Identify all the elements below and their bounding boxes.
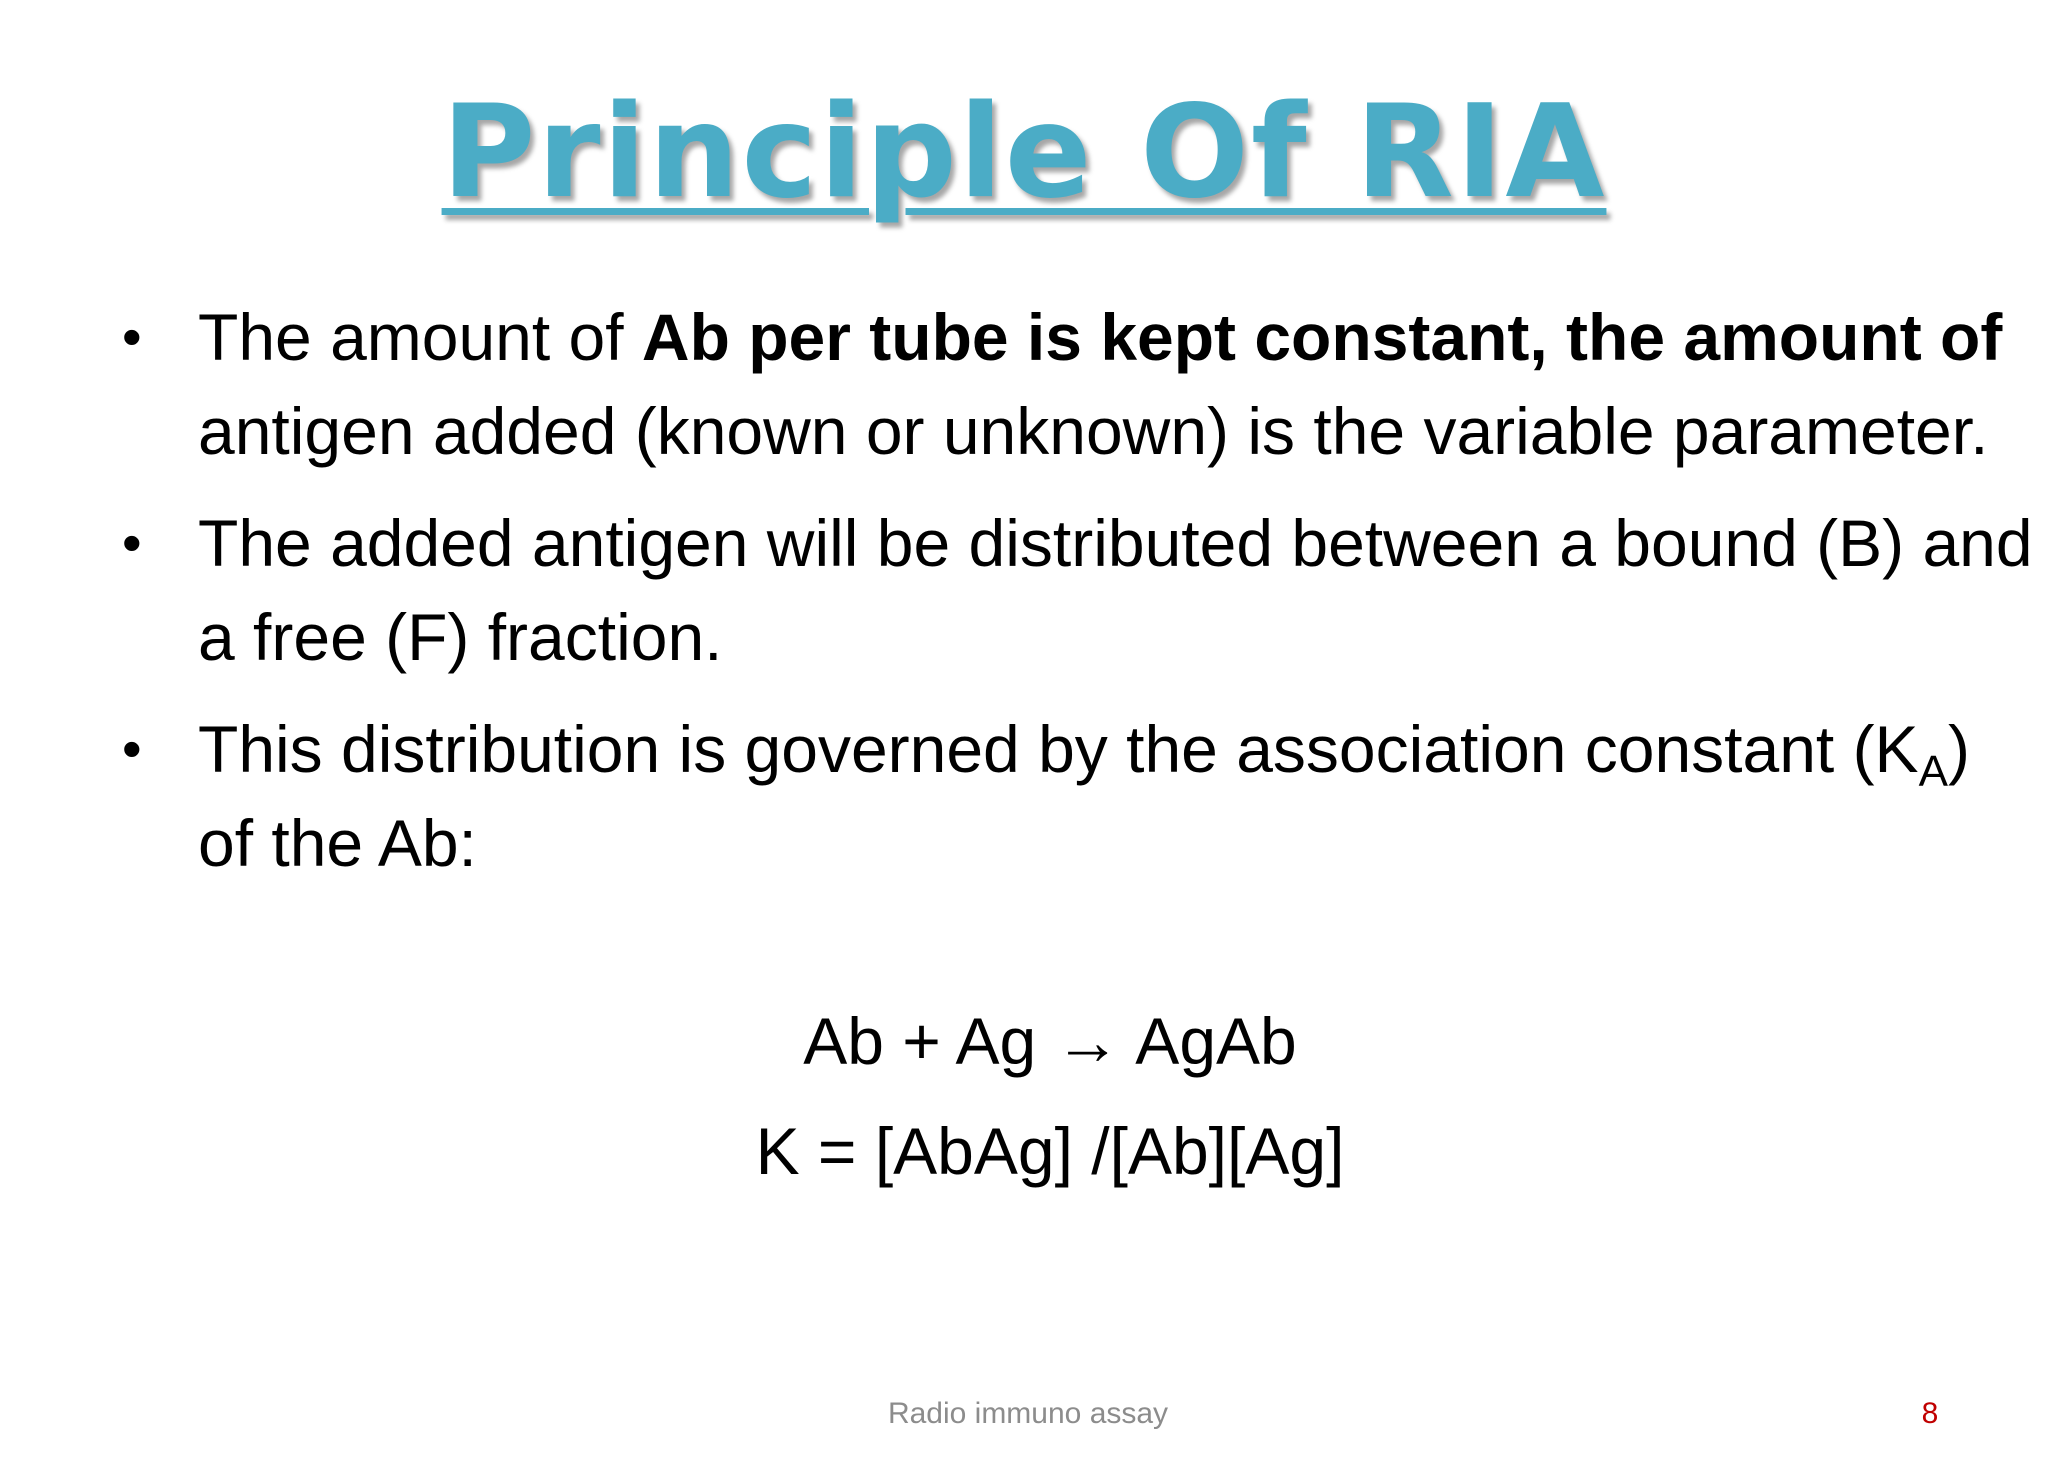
reaction-equation: Ab + Ag → AgAb xyxy=(803,1004,1297,1078)
bullet-text-part: ) of the Ab: xyxy=(198,712,1970,880)
bullet-text-part: The amount of xyxy=(198,300,642,374)
bullet-text-part: This distribution is governed by the association constant (K xyxy=(198,712,1919,786)
bullet-dot-icon: • xyxy=(122,717,142,780)
bullet-text-part: The added antigen will be distributed between a bound (B) and a free (F) fraction. xyxy=(198,506,2033,674)
constant-equation: K = [AbAg] /[Ab][Ag] xyxy=(755,1114,1345,1188)
bullet-item xyxy=(120,290,2040,478)
bullet-text-part: antigen added (known or unknown) is the variable parameter. xyxy=(198,394,1989,468)
bullet-dot-icon: • xyxy=(122,305,142,368)
subscript-a: A xyxy=(1918,747,1948,796)
slide-number: 8 xyxy=(1921,1397,1939,1430)
bullet-dot-icon: • xyxy=(122,511,142,574)
footer-text: Radio immuno assay xyxy=(887,1397,1169,1430)
bullet-list xyxy=(120,290,2040,908)
bullet-item xyxy=(120,496,2040,684)
slide-title: Principle Of RIA xyxy=(441,78,1607,227)
bullet-text-bold: Ab per tube is kept constant, the amount of xyxy=(641,300,2003,374)
bullet-item xyxy=(120,702,2040,890)
